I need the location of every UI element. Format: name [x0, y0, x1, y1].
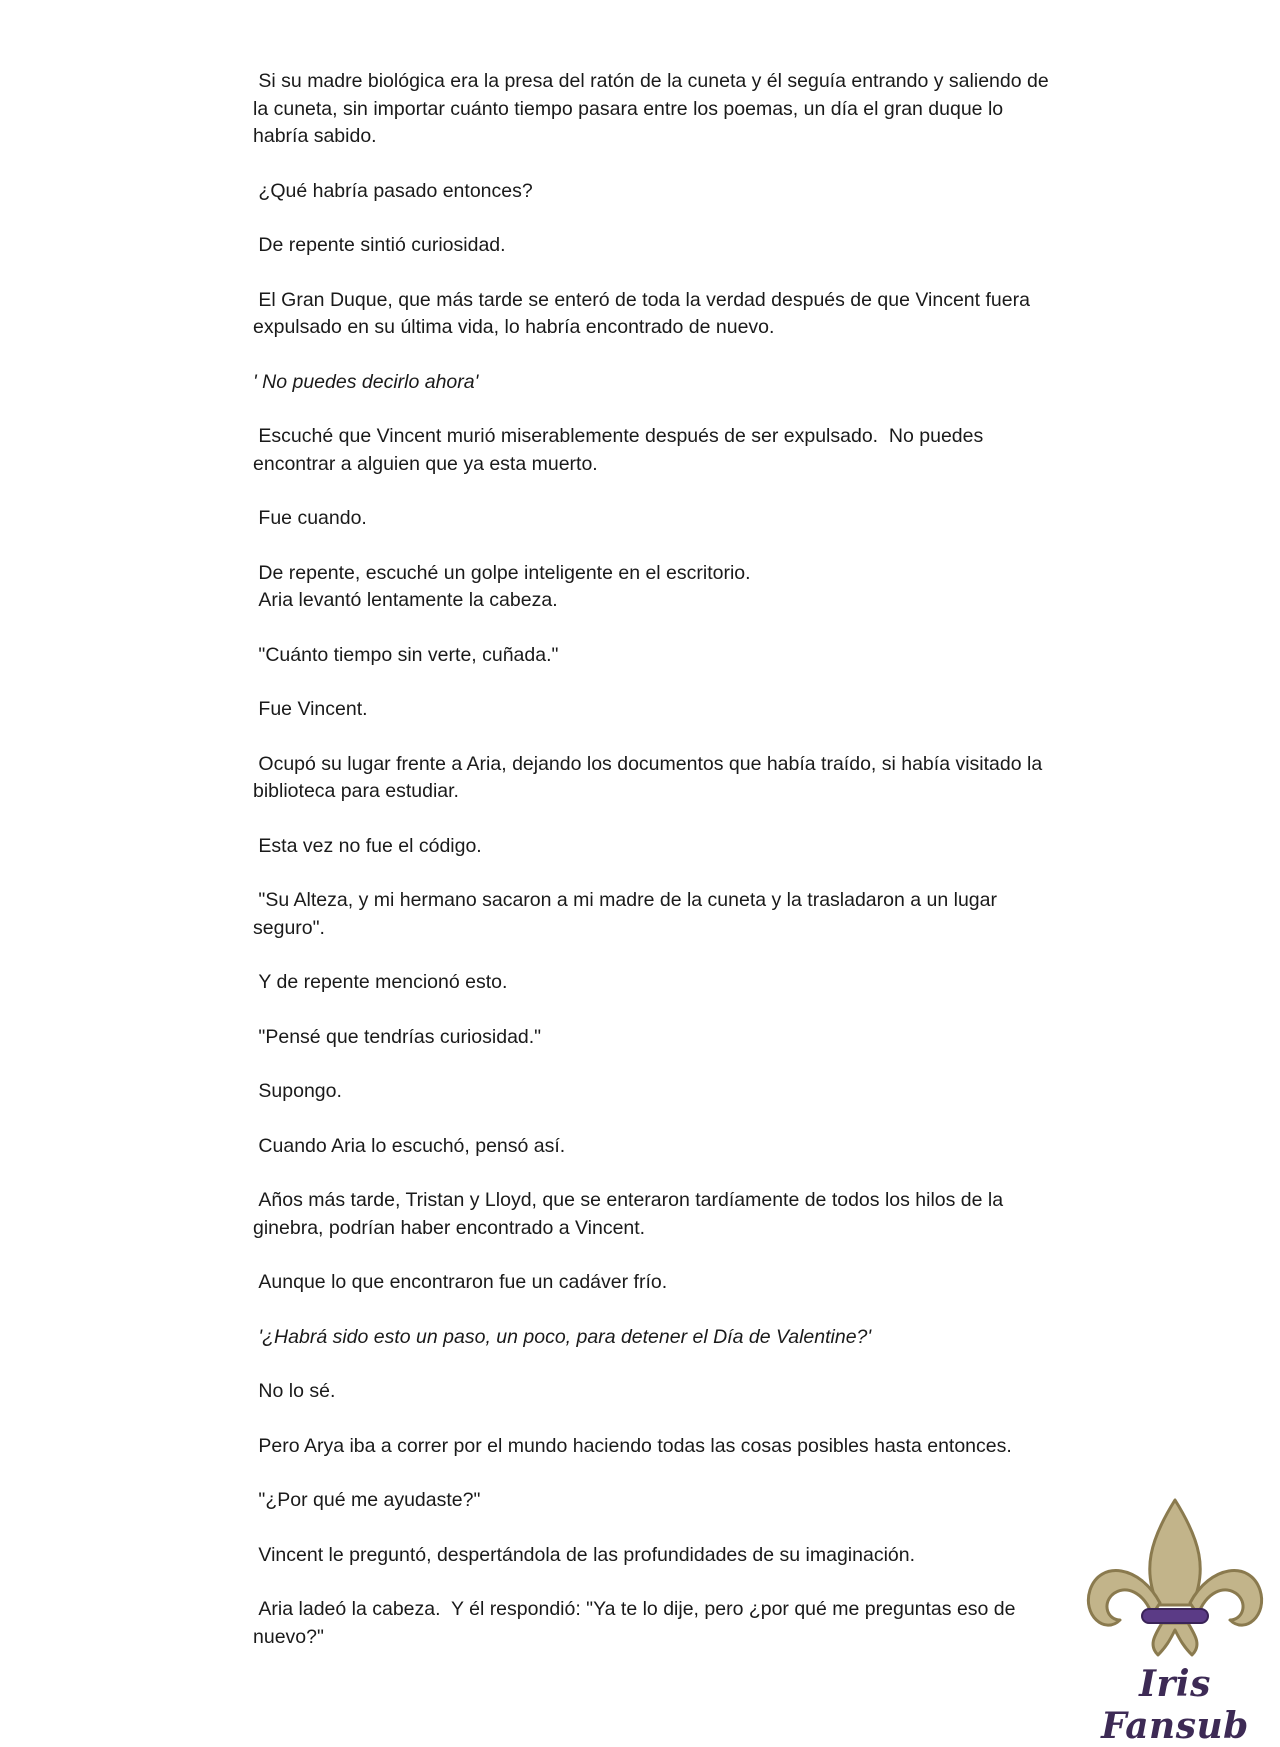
- paragraph-3: De repente sintió curiosidad.: [253, 234, 506, 256]
- paragraph-9: "Cuánto tiempo sin verte, cuñada.": [253, 643, 559, 666]
- paragraph-23: "¿Por qué me ayudaste?": [253, 1489, 481, 1511]
- paragraph-1: Si su madre biológica era la presa del ratón de la cuneta y él seguía entrando y saliendo de la cuneta, sin importar cuánto tiempo pasara entre los poemas, un día el gran duque lo habría sabido.: [253, 70, 1055, 147]
- paragraph-16: Supongo.: [253, 1080, 342, 1102]
- paragraph-15: "Pensé que tendrías curiosidad.": [253, 1025, 542, 1048]
- paragraph-12: Esta vez no fue el código.: [253, 834, 482, 857]
- paragraph-6: Escuché que Vincent murió miserablemente después de ser expulsado. No puedes encontrar a alguien que ya esta muerto.: [253, 425, 989, 475]
- fleur-de-lis-icon: [1080, 1495, 1270, 1670]
- paragraph-4: El Gran Duque, que más tarde se enteró de toda la verdad después de que Vincent fuera expulsado en su última vida, lo habría encontrado de nuevo.: [253, 288, 1036, 338]
- paragraph-17: Cuando Aria lo escuchó, pensó así.: [253, 1134, 566, 1157]
- paragraph-2: ¿Qué habría pasado entonces?: [253, 179, 533, 202]
- watermark-logo: [1080, 1495, 1270, 1747]
- paragraph-8: De repente, escuché un golpe inteligente en el escritorio. Aria levantó lentamente la cabeza.: [258, 561, 751, 611]
- paragraph-18: Años más tarde, Tristan y Lloyd, que se enteraron tardíamente de todos los hilos de la ginebra, podrían haber encontrado a Vincent.: [253, 1189, 1009, 1239]
- paragraph-25: Aria ladeó la cabeza. Y él respondió: "Ya te lo dije, pero ¿por qué me preguntas eso de nuevo?": [253, 1598, 1021, 1648]
- paragraph-14: Y de repente mencionó esto.: [253, 971, 508, 993]
- paragraph-5: ' No puedes decirlo ahora': [253, 370, 479, 393]
- paragraph-19: Aunque lo que encontraron fue un cadáver frío.: [253, 1271, 668, 1293]
- watermark-text: Iris Fansub: [1101, 1663, 1249, 1747]
- paragraph-10: Fue Vincent.: [253, 698, 368, 720]
- paragraph-11: Ocupó su lugar frente a Aria, dejando los documentos que había traído, si había visitado la biblioteca para estudiar.: [253, 752, 1048, 802]
- document-body: [253, 68, 1053, 1678]
- paragraph-22: Pero Arya iba a correr por el mundo haciendo todas las cosas posibles hasta entonces.: [253, 1434, 1012, 1457]
- paragraph-24: Vincent le preguntó, despertándola de las profundidades de su imaginación.: [253, 1543, 916, 1566]
- paragraph-21: No lo sé.: [253, 1380, 336, 1402]
- paragraph-7: Fue cuando.: [253, 507, 367, 529]
- paragraph-13: "Su Alteza, y mi hermano sacaron a mi madre de la cuneta y la trasladaron a un lugar seguro".: [253, 889, 1003, 939]
- paragraph-20: '¿Habrá sido esto un paso, un poco, para detener el Día de Valentine?': [253, 1325, 872, 1348]
